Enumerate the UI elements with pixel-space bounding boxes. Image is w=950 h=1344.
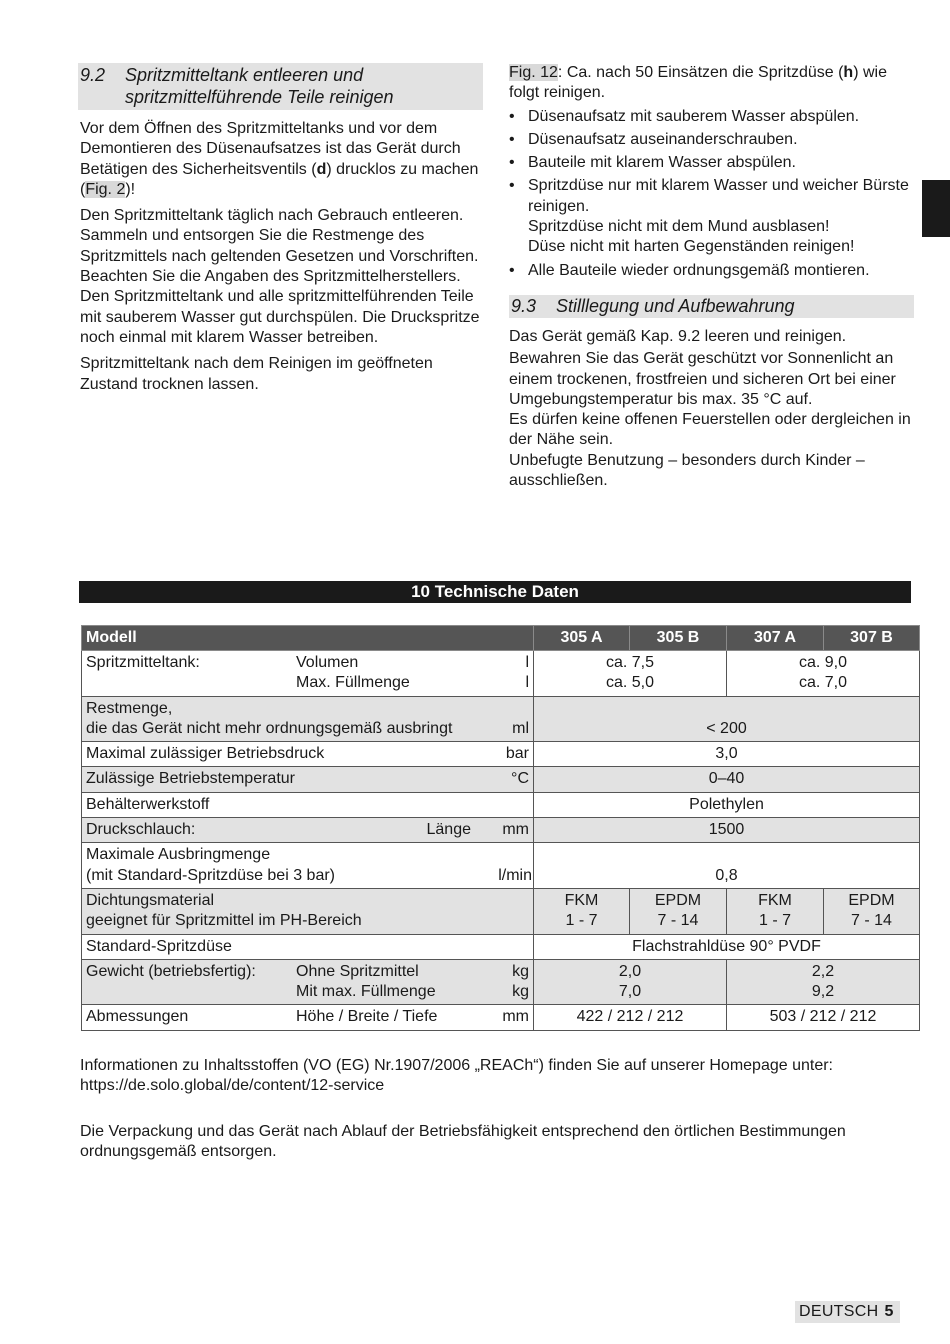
label: die das Gerät nicht mehr ordnungsgemäß ausbringt	[86, 719, 453, 737]
list-item: • Düsenaufsatz mit sauberem Wasser abspülen.	[509, 107, 914, 127]
value: FKM	[564, 891, 599, 909]
unit: kg	[512, 962, 529, 980]
table-row	[82, 696, 920, 742]
row-label	[82, 742, 534, 767]
paragraph	[80, 119, 483, 200]
value: 2,0	[618, 962, 642, 980]
value: 7 - 14	[851, 912, 892, 930]
section-number: 9.3	[511, 295, 537, 316]
row-label	[82, 1005, 534, 1030]
paragraph: Den Spritzmitteltank täglich nach Gebrauch entleeren. Sammeln und entsorgen Sie die Restmenge des Spritzmittels nach geltenden Gesetzen und Vorschriften. Beachten Sie die Angaben des Spritzmittelherstellers. Den Spritzmitteltank und alle spritzmittelführenden Teile mit sauberem Wasser gut durchspülen. Die Druckspritze noch einmal mit klarem Wasser betreiben.	[80, 207, 480, 346]
section-title: Spritzmitteltank entleeren und spritzmittelführende Teile reinigen	[125, 65, 394, 107]
unit: l/min	[498, 866, 532, 884]
label: Maximale Ausbringmenge	[86, 846, 271, 864]
chapter-tab-marker	[922, 180, 950, 237]
column-header: 305 A	[534, 626, 630, 651]
figure-reference: Fig. 2	[85, 180, 126, 198]
table-row	[82, 934, 920, 959]
cell: < 200	[534, 696, 920, 742]
list-item: • Bauteile mit klarem Wasser abspülen.	[509, 153, 914, 173]
section-heading	[78, 63, 483, 110]
label: Spritzmitteltank:	[86, 654, 200, 671]
unit: l	[525, 654, 529, 671]
part-letter: h	[843, 64, 854, 81]
row-label	[82, 767, 534, 792]
row-label	[82, 651, 534, 697]
value: ca. 7,0	[798, 674, 848, 692]
row-label	[82, 696, 534, 742]
column-header: 307 B	[824, 626, 920, 651]
sublabel: Ohne Spritzmittel	[296, 962, 419, 980]
table-row	[82, 1005, 920, 1030]
row-label	[82, 843, 534, 889]
section-title: Stilllegung und Aufbewahrung	[556, 295, 795, 316]
text: ) wie folgt reinigen.	[509, 64, 887, 102]
label: (mit Standard-Spritzdüse bei 3 bar)	[86, 866, 335, 884]
page-number: 5	[884, 1303, 894, 1320]
value: ca. 9,0	[798, 654, 848, 671]
text: : Ca. nach 50 Einsätzen die Spritzdüse (	[557, 64, 844, 81]
label: geeignet für Spritzmittel im PH-Bereich	[86, 912, 362, 930]
cell: 0–40	[534, 767, 920, 792]
cell: 422 / 212 / 212	[534, 1005, 727, 1030]
unit: °C	[511, 770, 529, 788]
list-item: • Alle Bauteile wieder ordnungsgemäß montieren.	[509, 261, 914, 281]
sublabel: Max. Füllmenge	[296, 674, 410, 692]
part-letter: d	[316, 160, 327, 178]
table-row	[82, 959, 920, 1005]
paragraph	[509, 63, 914, 104]
sublabel: Höhe / Breite / Tiefe	[296, 1008, 438, 1026]
row-label	[82, 888, 534, 934]
cell	[824, 888, 920, 934]
cell	[534, 888, 630, 934]
cell	[534, 959, 727, 1005]
section-number: 9.2	[80, 65, 106, 85]
unit: mm	[502, 821, 529, 839]
section-10-banner: 10 Technische Daten	[79, 581, 911, 603]
table-row	[82, 742, 920, 767]
unit: kg	[512, 983, 529, 1001]
value: ca. 7,5	[605, 654, 655, 671]
cell	[630, 888, 727, 934]
label: Gewicht (betriebsfertig):	[86, 962, 256, 980]
label: Druckschlauch:	[86, 821, 196, 839]
text: )!	[125, 180, 136, 198]
cell: 0,8	[534, 843, 920, 889]
text: Vor dem Öffnen des Spritzmitteltanks und vor dem Demontieren des Düsenaufsatzes ist das Gerät durch Betätigen des Sicherheitsventils (	[80, 120, 461, 178]
list-item: • Düsenaufsatz auseinanderschrauben.	[509, 130, 914, 150]
value: 7,0	[618, 983, 642, 1001]
value: 1 - 7	[565, 912, 598, 930]
value: 1 - 7	[758, 912, 791, 930]
label: Zulässige Betriebstemperatur	[86, 770, 295, 788]
column-header: 307 A	[727, 626, 824, 651]
row-label	[82, 959, 534, 1005]
value: 2,2	[811, 962, 835, 980]
cell: 503 / 212 / 212	[727, 1005, 920, 1030]
table-header-row	[82, 626, 920, 651]
technical-data-table	[81, 625, 920, 1031]
paragraph: Spritzmitteltank nach dem Reinigen im geöffneten Zustand trocknen lassen.	[80, 355, 433, 393]
label: Maximal zulässiger Betriebsdruck	[86, 745, 325, 763]
table-row	[82, 843, 920, 889]
paragraph: Bewahren Sie das Gerät geschützt vor Sonnenlicht an einem trockenen, frostfreien und sicheren Ort bei einer Umgebungstemperatur bis max. 35 °C auf. Es dürfen keine offenen Feuerstellen oder dergleichen in der Nähe sein. Unbefugte Benutzung – besonders durch Kinder – ausschließen.	[509, 350, 911, 490]
list-item: • Spritzdüse nur mit klarem Wasser und weicher Bürste reinigen. Spritzdüse nicht mit dem Mund ausblasen! Düse nicht mit harten Gegenständen reinigen!	[509, 176, 914, 257]
section-heading	[509, 295, 914, 318]
label: Restmenge,	[86, 699, 173, 717]
disposal-info: Die Verpackung und das Gerät nach Ablauf der Betriebsfähigkeit entsprechend den örtlichen Bestimmungen ordnungsgemäß entsorgen.	[80, 1123, 846, 1161]
value: 9,2	[811, 983, 835, 1001]
figure-reference: Fig. 12	[509, 64, 558, 81]
row-label: Standard-Spritzdüse	[82, 934, 534, 959]
unit: mm	[502, 1008, 529, 1026]
cell	[727, 888, 824, 934]
sublabel: Mit max. Füllmenge	[296, 983, 436, 1001]
row-label: Behälterwerkstoff	[82, 792, 534, 817]
table-row	[82, 888, 920, 934]
cell	[727, 959, 920, 1005]
sublabel: Länge	[426, 821, 471, 839]
value: 7 - 14	[657, 912, 699, 930]
label: Dichtungsmaterial	[86, 891, 215, 909]
cell	[534, 651, 727, 697]
value: EPDM	[848, 891, 895, 909]
cell: Flachstrahldüse 90° PVDF	[534, 934, 920, 959]
value: FKM	[758, 891, 792, 909]
text: ) drucklos zu machen (	[80, 160, 479, 198]
page-footer	[795, 1301, 900, 1323]
cell: 3,0	[534, 742, 920, 767]
label: Abmessungen	[86, 1008, 189, 1026]
paragraph: Das Gerät gemäß Kap. 9.2 leeren und reinigen.	[509, 327, 847, 345]
table-row	[82, 818, 920, 843]
right-column	[509, 63, 914, 497]
cell: Polethylen	[534, 792, 920, 817]
unit: l	[525, 674, 529, 692]
table-row	[82, 792, 920, 817]
column-header: 305 B	[630, 626, 727, 651]
reach-info: Informationen zu Inhaltsstoffen (VO (EG) Nr.1907/2006 „REACh“) finden Sie auf unserer Homepage unter: https://de.solo.global/de/content/12-service	[80, 1057, 833, 1095]
unit: bar	[505, 745, 529, 763]
cell	[727, 651, 920, 697]
value: ca. 5,0	[605, 674, 655, 692]
table-row	[82, 651, 920, 697]
footer-language: DEUTSCH	[799, 1303, 879, 1320]
unit: ml	[512, 719, 529, 737]
cell: 1500	[534, 818, 920, 843]
row-label	[82, 818, 534, 843]
table-row	[82, 767, 920, 792]
value: EPDM	[654, 891, 702, 909]
column-header: Modell	[82, 626, 534, 651]
section-9-2	[80, 63, 483, 401]
sublabel: Volumen	[296, 654, 359, 671]
cleaning-steps-list	[509, 107, 914, 281]
